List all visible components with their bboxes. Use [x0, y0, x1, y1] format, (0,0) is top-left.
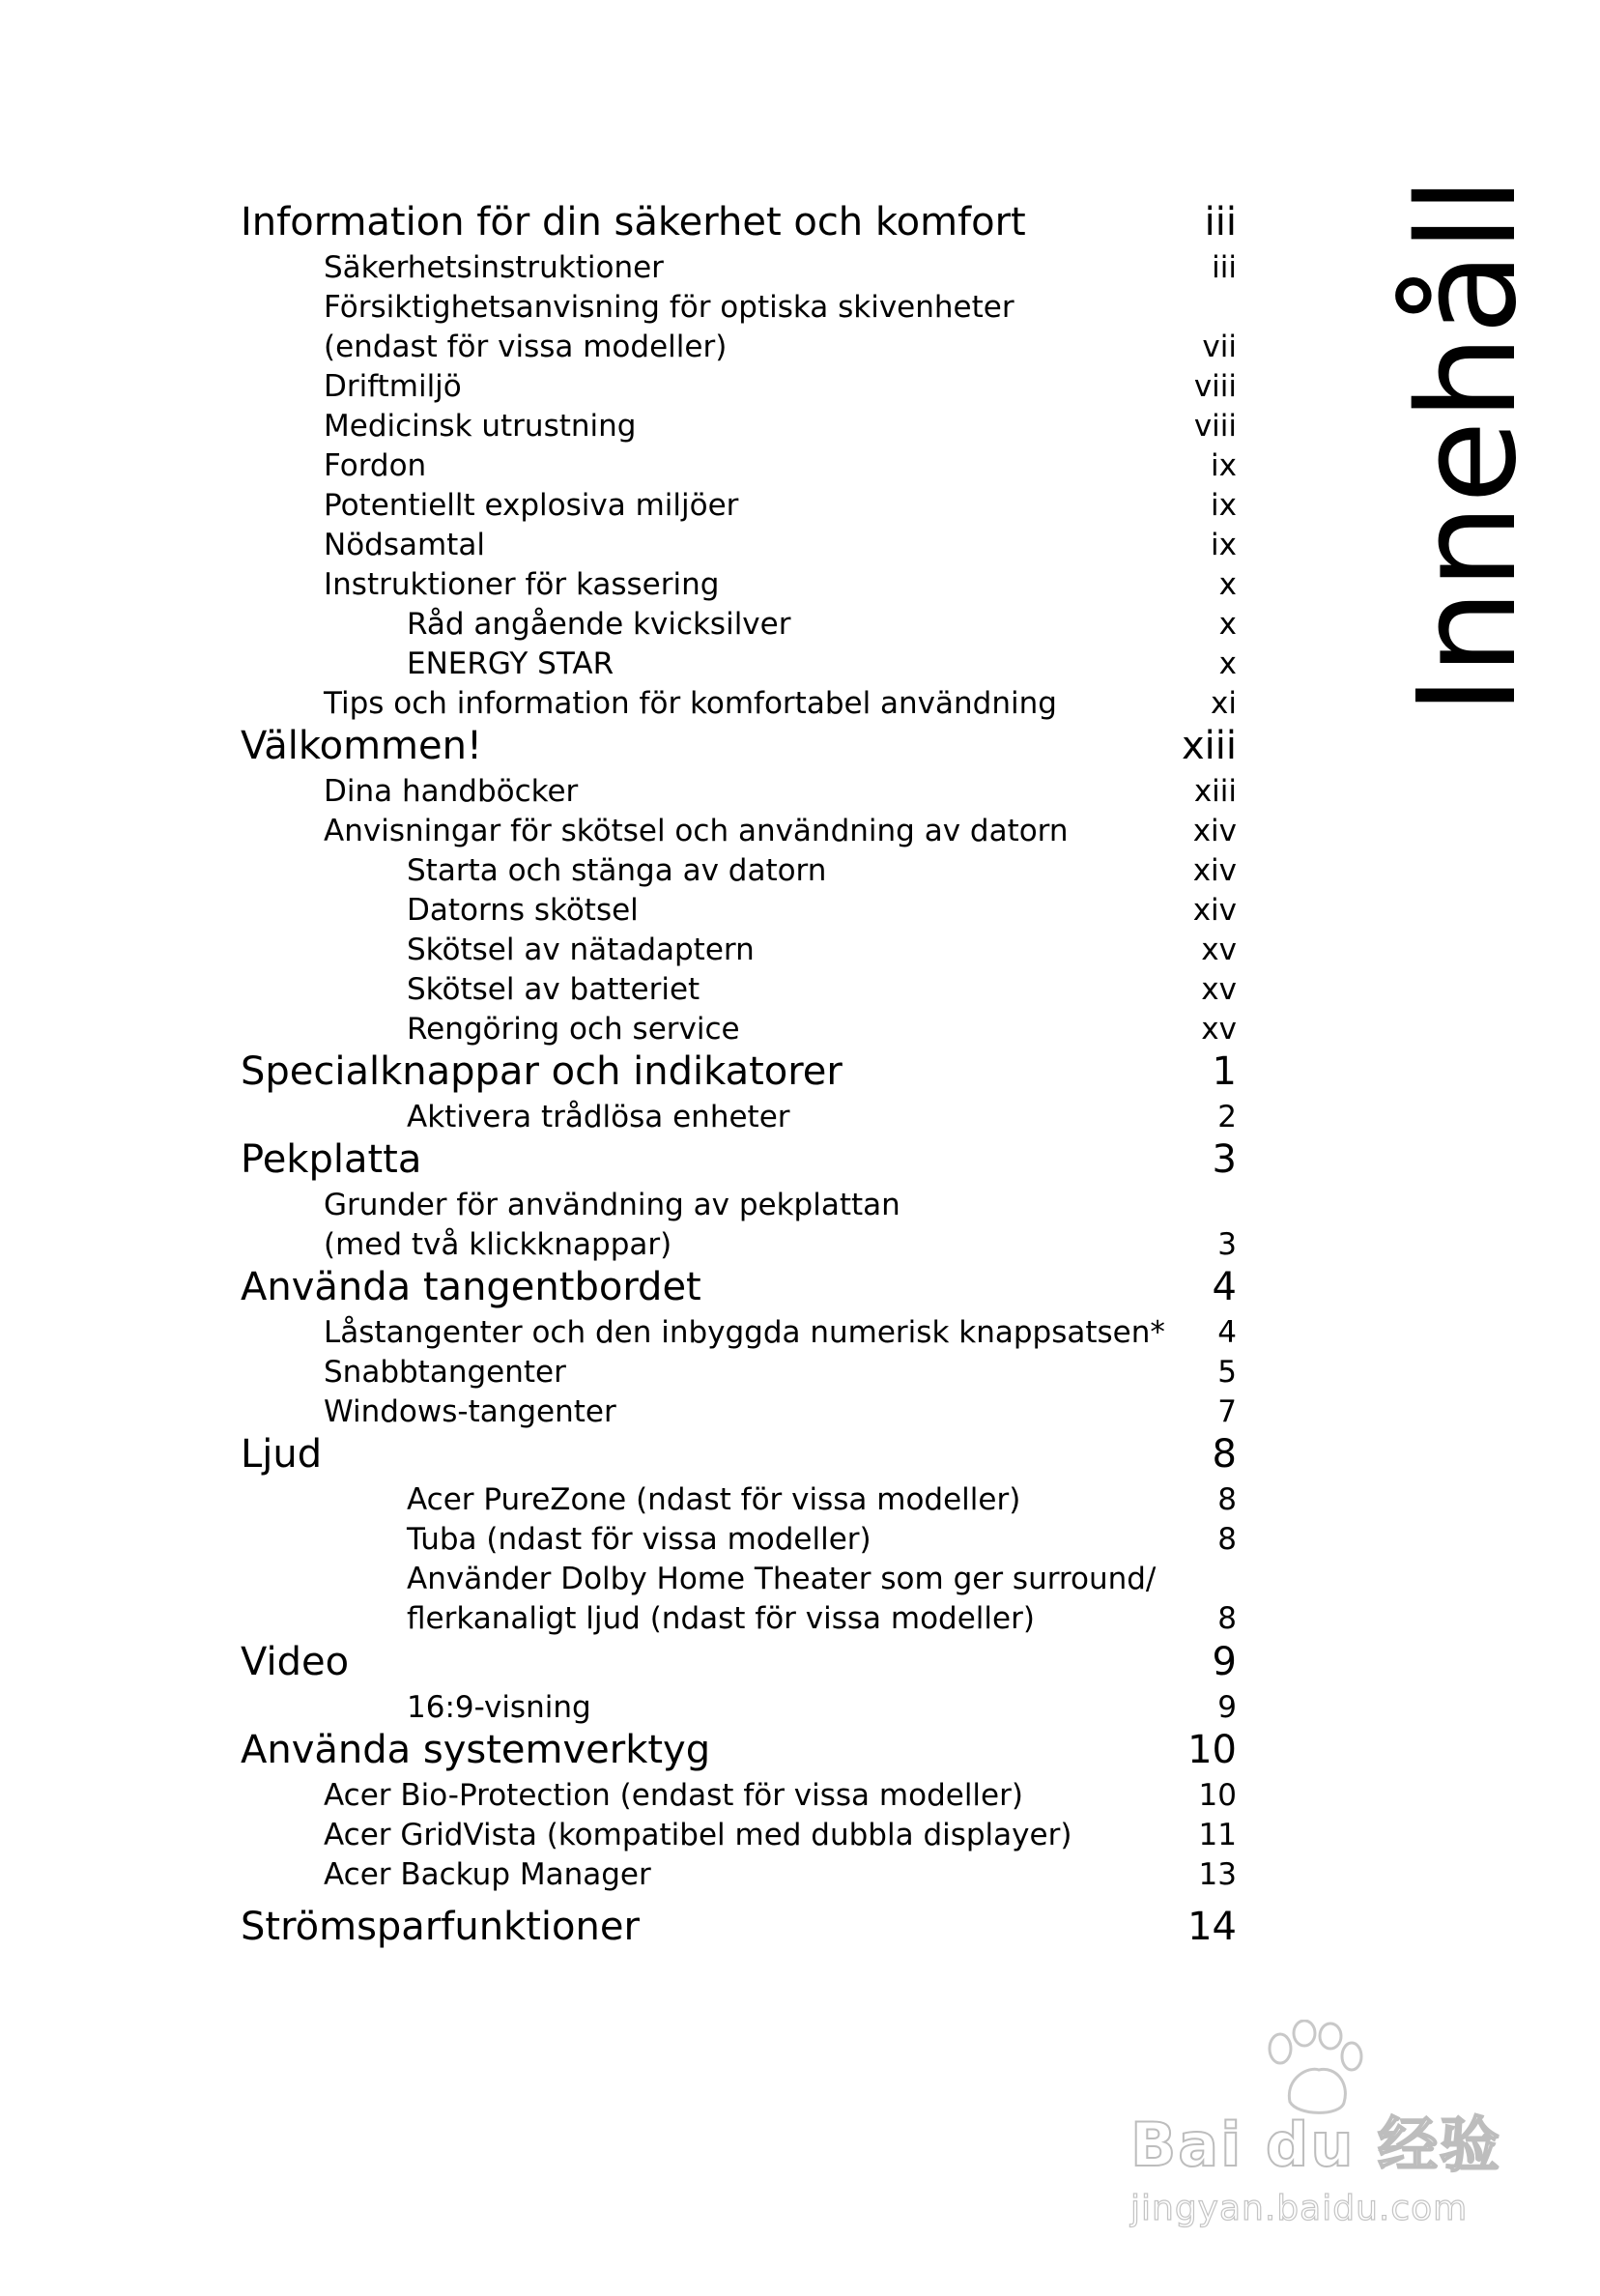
side-title	[1271, 176, 1547, 734]
toc-entry-title: Använder Dolby Home Theater som ger surround/	[407, 1562, 1157, 1596]
toc-page-number: viii	[1193, 409, 1237, 444]
toc-page-number: 8	[1217, 1522, 1237, 1557]
toc-page-number: x	[1218, 567, 1237, 602]
toc-page-number: ix	[1211, 488, 1237, 523]
toc-page-number: ix	[1211, 528, 1237, 562]
toc-entry-title: Video	[241, 1640, 350, 1684]
toc-page-number: xiii	[1181, 724, 1237, 768]
toc-page-number: 7	[1217, 1394, 1237, 1429]
toc-page-number: vii	[1202, 330, 1237, 364]
toc-entry-title: Acer GridVista (kompatibel med dubbla displayer)	[324, 1818, 1072, 1852]
toc-page-number: xi	[1211, 686, 1237, 721]
toc-page-number: iii	[1204, 200, 1237, 244]
toc-page-number: 13	[1198, 1857, 1237, 1892]
toc-entry-title: Nödsamtal	[324, 528, 485, 562]
toc-page-number: 10	[1187, 1728, 1237, 1772]
toc-entry-title: Driftmiljö	[324, 369, 462, 404]
toc-entry-title: Medicinsk utrustning	[324, 409, 637, 444]
toc-entry-title: Välkommen!	[241, 724, 483, 768]
toc-page-number: 11	[1198, 1818, 1237, 1852]
toc-page-number: xiv	[1192, 814, 1237, 848]
toc-page-number: iii	[1212, 250, 1237, 285]
toc-entry-title: (endast för vissa modeller)	[324, 330, 728, 364]
toc-page-number: xiv	[1192, 893, 1237, 928]
toc-page-number: 9	[1217, 1690, 1237, 1725]
toc-entry-title: Dina handböcker	[324, 774, 579, 809]
toc-entry-title: Skötsel av nätadaptern	[407, 933, 755, 967]
toc-entry-title: flerkanaligt ljud (ndast för vissa modeller)	[407, 1601, 1035, 1636]
watermark	[1121, 2020, 1507, 2261]
toc-page-number: xv	[1201, 1012, 1237, 1047]
toc-page-number: 1	[1212, 1049, 1237, 1094]
toc-page-number: 8	[1217, 1482, 1237, 1517]
toc-page-number: 4	[1212, 1265, 1237, 1309]
toc-entry-title: Acer PureZone (ndast för vissa modeller)	[407, 1482, 1021, 1517]
toc-entry-title: Specialknappar och indikatorer	[241, 1049, 843, 1094]
toc-page-number: x	[1218, 646, 1237, 681]
toc-page-number: 2	[1217, 1100, 1237, 1134]
toc-page-number: xv	[1201, 972, 1237, 1007]
toc-page-number: 3	[1217, 1227, 1237, 1262]
toc-entry-title: Säkerhetsinstruktioner	[324, 250, 664, 285]
toc-entry-title: Låstangenter och den inbyggda numerisk knappsatsen*	[324, 1315, 1165, 1350]
toc-entry-title: Pekplatta	[241, 1137, 422, 1182]
toc-entry-title: Starta och stänga av datorn	[407, 853, 827, 888]
toc-page-number: 10	[1198, 1778, 1237, 1813]
toc-entry-title: Aktivera trådlösa enheter	[407, 1100, 790, 1134]
toc-entry-title: Grunder för användning av pekplattan	[324, 1188, 900, 1222]
watermark-brand: Bai du 经验	[1130, 2109, 1502, 2180]
toc-page-number: 8	[1212, 1432, 1237, 1477]
toc-entry-title: Använda tangentbordet	[241, 1265, 701, 1309]
side-title-text: Innehåll	[1389, 176, 1547, 715]
toc-page-number: xv	[1201, 933, 1237, 967]
toc-entry-title: Acer Bio-Protection (endast för vissa modeller)	[324, 1778, 1023, 1813]
toc-entry-title: Datorns skötsel	[407, 893, 639, 928]
toc-entry-title: Tips och information för komfortabel användning	[324, 686, 1057, 721]
toc-page-number: xiv	[1192, 853, 1237, 888]
toc-entry-title: Snabbtangenter	[324, 1355, 566, 1390]
toc-entry-title: ENERGY STAR	[407, 646, 614, 681]
toc-page-number: 8	[1217, 1601, 1237, 1636]
toc-entry-title: Ljud	[241, 1432, 323, 1477]
toc-page-number: 4	[1217, 1315, 1237, 1350]
toc-page-number: viii	[1193, 369, 1237, 404]
toc-entry-title: Fordon	[324, 448, 427, 483]
toc-entry-title: Skötsel av batteriet	[407, 972, 700, 1007]
toc-entry-title: Potentiellt explosiva miljöer	[324, 488, 739, 523]
toc-entry-title: Information för din säkerhet och komfort	[241, 200, 1026, 244]
toc-page-number: ix	[1211, 448, 1237, 483]
toc-page-number: 5	[1217, 1355, 1237, 1390]
toc-entry-title: Windows-tangenter	[324, 1394, 616, 1429]
toc-entry-title: Instruktioner för kassering	[324, 567, 720, 602]
toc-entry-title: (med två klickknappar)	[324, 1227, 672, 1262]
toc-entry-title: Acer Backup Manager	[324, 1857, 651, 1892]
toc-entry-title: Använda systemverktyg	[241, 1728, 711, 1772]
toc-entry-title: Försiktighetsanvisning för optiska skivenheter	[324, 290, 1014, 325]
toc-entry-title: Rengöring och service	[407, 1012, 740, 1047]
toc-entry-title: Strömsparfunktioner	[241, 1905, 640, 1949]
toc-entry-title: Anvisningar för skötsel och användning av datorn	[324, 814, 1069, 848]
toc-entry-title: Tuba (ndast för vissa modeller)	[407, 1522, 871, 1557]
toc-page-number: 14	[1187, 1905, 1237, 1949]
toc-entry-title: 16:9-visning	[407, 1690, 591, 1725]
toc-page-number: xiii	[1193, 774, 1237, 809]
watermark-url: jingyan.baidu.com	[1130, 2189, 1469, 2228]
toc-page-number: x	[1218, 607, 1237, 642]
toc-page-number: 3	[1212, 1137, 1237, 1182]
toc-entry-title: Råd angående kvicksilver	[407, 607, 791, 642]
toc-page-number: 9	[1212, 1640, 1237, 1684]
